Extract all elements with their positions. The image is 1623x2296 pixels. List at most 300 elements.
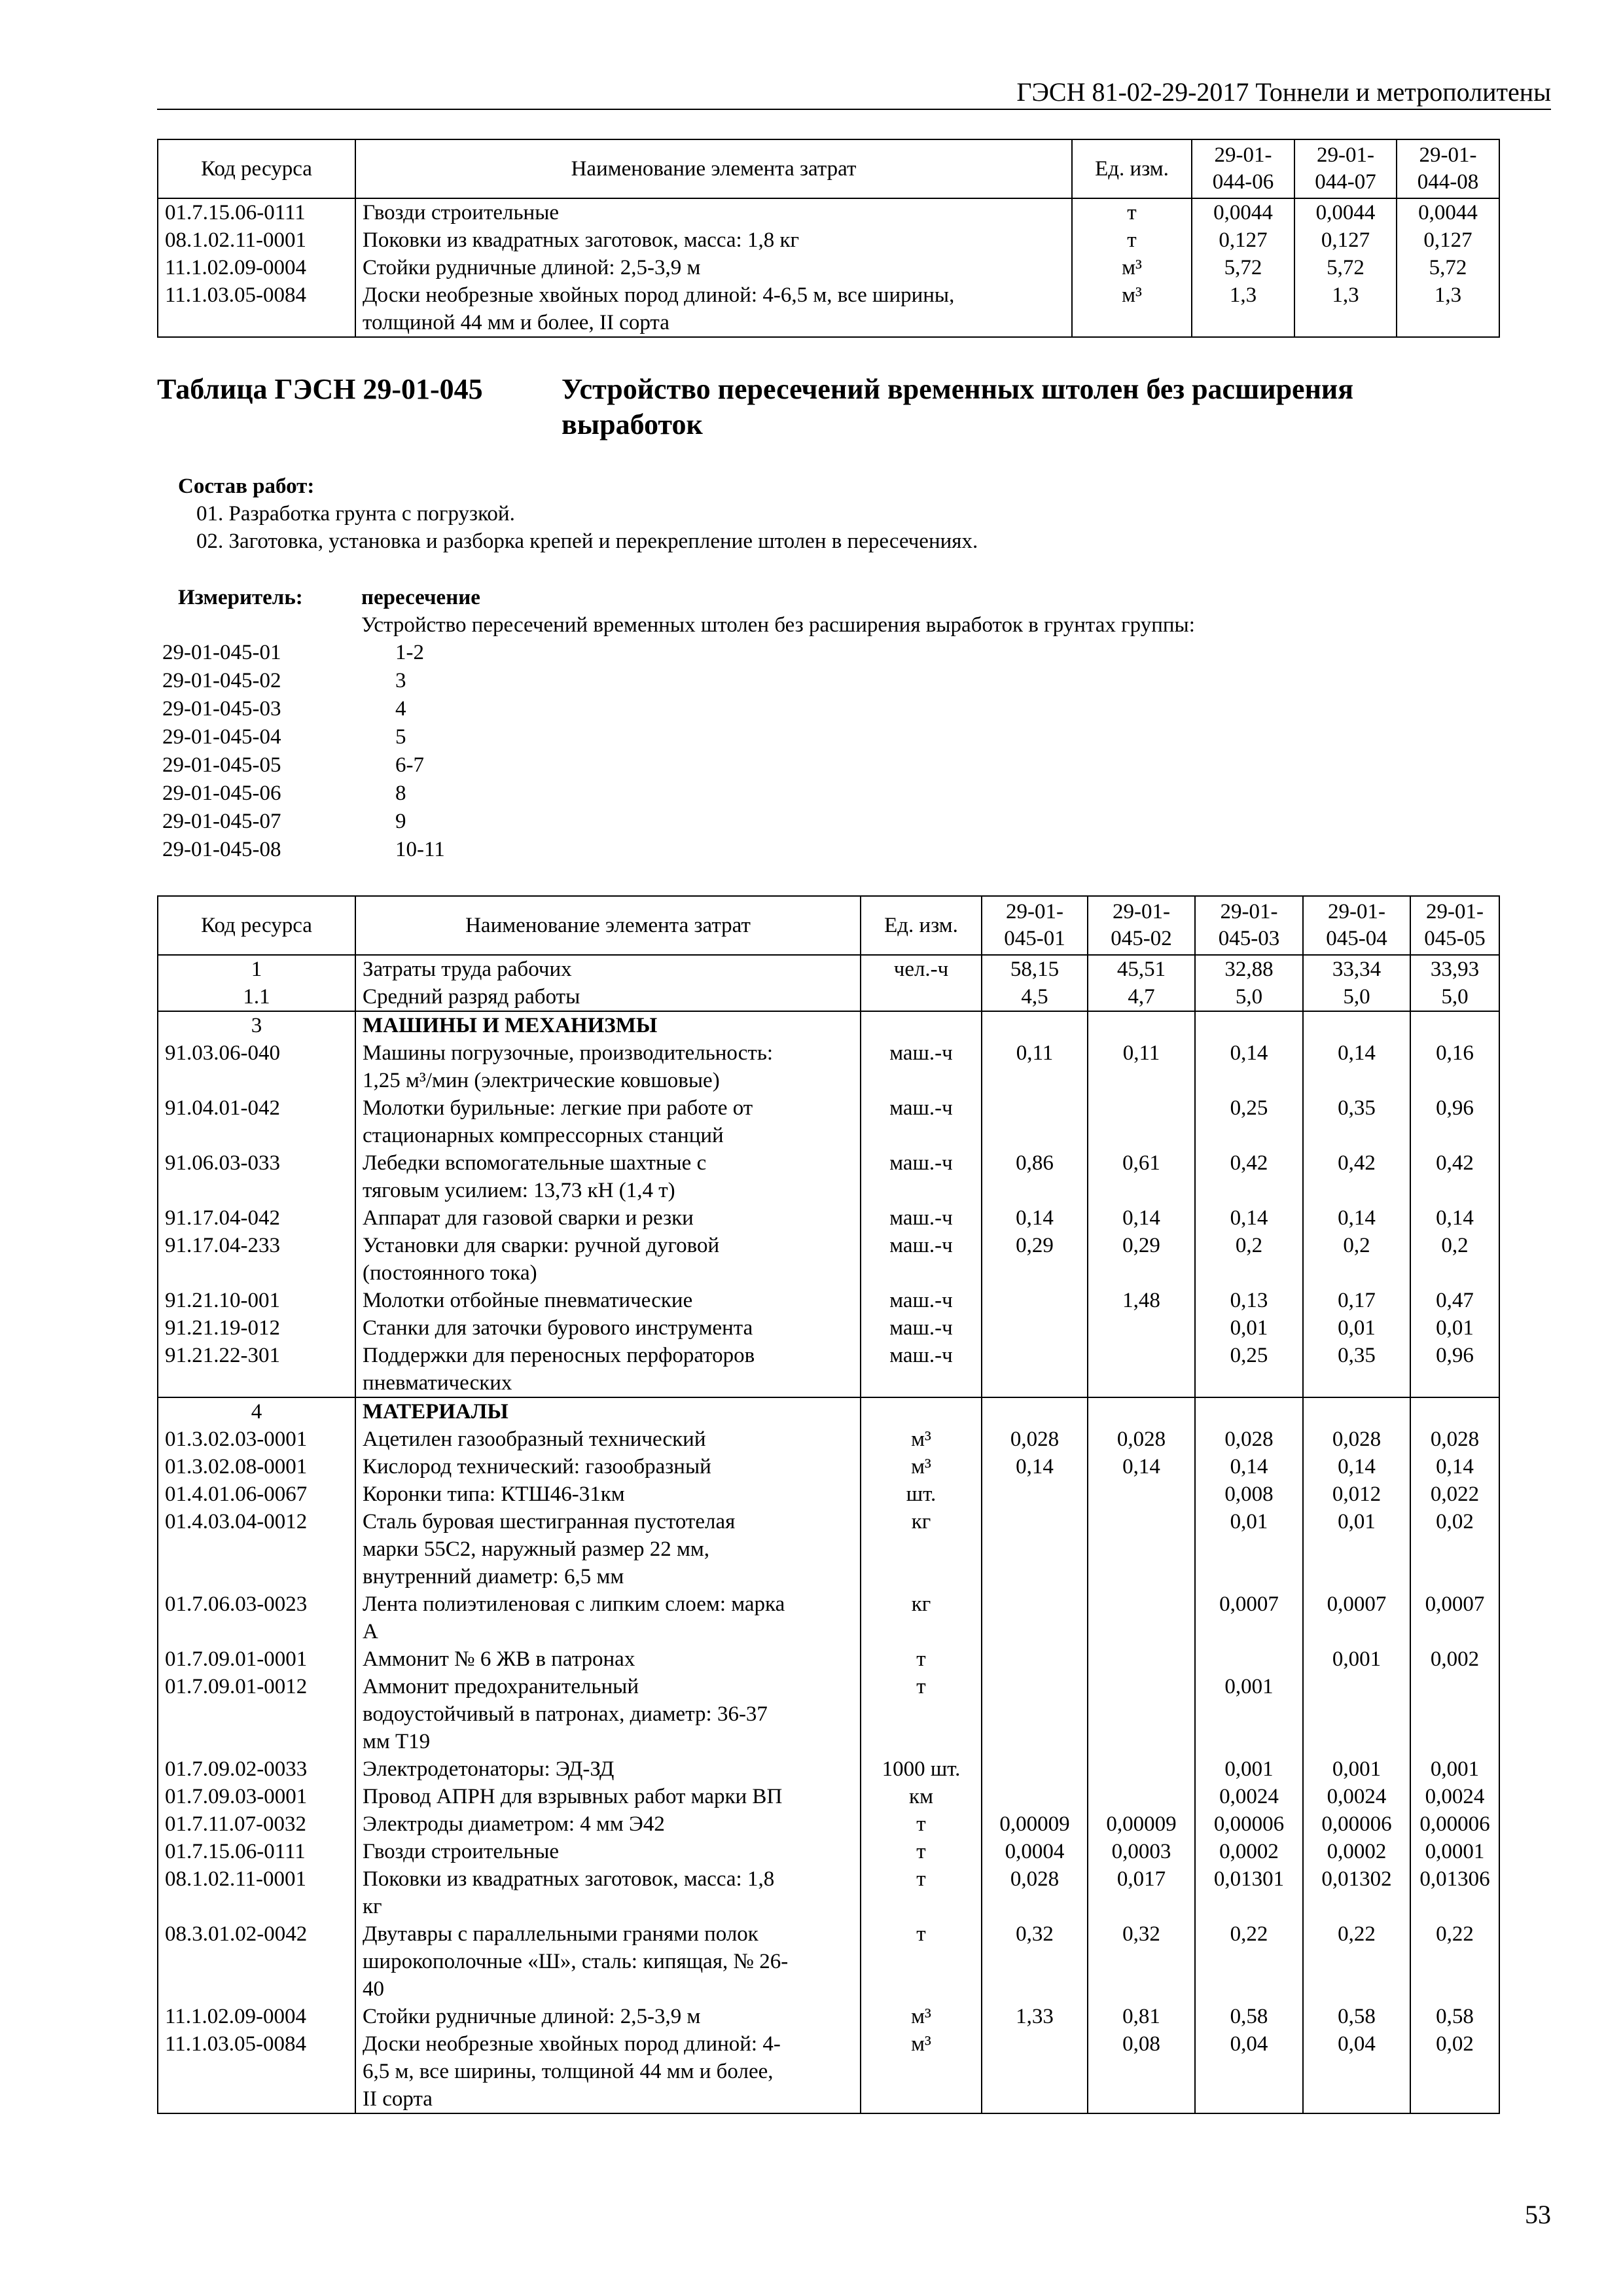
resource-name-line: МАШИНЫ И МЕХАНИЗМЫ: [363, 1014, 658, 1037]
meter-item-group: 3: [395, 669, 406, 692]
resource-name: [355, 1480, 861, 1508]
table-row: [158, 1426, 1499, 1453]
unit: кг: [861, 1590, 982, 1645]
resource-name-line: широкополочные «Ш», сталь: кипящая, № 26-: [363, 1950, 789, 1973]
table-row: [158, 1453, 1499, 1480]
norm-value: [982, 1094, 1088, 1149]
resource-name: [355, 1783, 861, 1810]
norm-value: 0,14: [1410, 1204, 1499, 1232]
resource-name-line: Электродетонаторы: ЭД-ЗД: [363, 1757, 615, 1781]
resource-name-line: Установки для сварки: ручной дуговой: [363, 1234, 720, 1257]
norm-value: 0,96: [1410, 1342, 1499, 1397]
norm-value: 0,22: [1195, 1920, 1303, 2003]
resource-code: 01.7.09.03-0001: [158, 1783, 355, 1810]
resource-name: [355, 2003, 861, 2030]
norm-value: 0,04: [1195, 2030, 1303, 2113]
norm-value: 0,0004: [982, 1838, 1088, 1865]
norm-value: 0,028: [1195, 1426, 1303, 1453]
table-row: [158, 254, 1499, 281]
norm-value: [1088, 1480, 1195, 1508]
norm-value: 0,022: [1410, 1480, 1499, 1508]
table-row: [158, 1314, 1499, 1342]
norm-value: 0,001: [1195, 1673, 1303, 1755]
resource-name: [355, 226, 1072, 254]
norm-value: 0,0002: [1303, 1838, 1410, 1865]
resource-name-line: 1,25 м³/мин (электрические ковшовые): [363, 1069, 720, 1092]
unit: т: [861, 1645, 982, 1673]
resource-name-line: Лента полиэтиленовая с липким слоем: марка: [363, 1592, 785, 1616]
column-header-norm-line: 045-05: [1424, 927, 1486, 950]
unit: т: [861, 1673, 982, 1755]
resource-code: 91.21.10-001: [158, 1287, 355, 1314]
column-header-norm: [1088, 896, 1195, 955]
norm-value: [1088, 1314, 1195, 1342]
resource-name-line: Машины погрузочные, производительность:: [363, 1041, 774, 1065]
unit: м³: [1072, 254, 1192, 281]
norm-value: 0,00006: [1410, 1810, 1499, 1838]
table-row: [158, 1232, 1499, 1287]
unit: м³: [1072, 281, 1192, 337]
norm-value: 0,0044: [1397, 198, 1499, 226]
norm-value: 0,0024: [1195, 1783, 1303, 1810]
unit: км: [861, 1783, 982, 1810]
resource-name: [355, 1508, 861, 1590]
norm-value: 0,00006: [1195, 1810, 1303, 1838]
unit: т: [861, 1920, 982, 2003]
resource-name-line: Средний разряд работы: [363, 985, 580, 1009]
norm-value: 0,42: [1410, 1149, 1499, 1204]
norm-value: [982, 2030, 1088, 2113]
unit: шт.: [861, 1480, 982, 1508]
column-header-norm-line: 29-01-: [1220, 900, 1278, 924]
resource-code: 01.3.02.08-0001: [158, 1453, 355, 1480]
resource-code: 4: [158, 1397, 355, 1426]
norm-value: 0,25: [1195, 1342, 1303, 1397]
resource-code: 11.1.02.09-0004: [158, 2003, 355, 2030]
unit: маш.-ч: [861, 1314, 982, 1342]
column-header-norm-line: 045-01: [1004, 927, 1065, 950]
resource-name-line: Поковки из квадратных заготовок, масса: 1,8: [363, 1867, 775, 1891]
resource-name-line: (постоянного тока): [363, 1261, 537, 1285]
column-header-code: Код ресурса: [158, 896, 355, 955]
work-composition-item: 01. Разработка грунта с погрузкой.: [196, 502, 515, 526]
resource-name: [355, 1755, 861, 1783]
table-header-row: [158, 896, 1499, 955]
resource-name: [355, 1645, 861, 1673]
resource-table-044: [157, 139, 1500, 338]
resource-code: 91.21.22-301: [158, 1342, 355, 1397]
norm-value: 0,0007: [1303, 1590, 1410, 1645]
norm-value: [982, 1287, 1088, 1314]
norm-value: 0,028: [1303, 1426, 1410, 1453]
norm-value: [1410, 1011, 1499, 1039]
header-rule: [157, 109, 1551, 110]
resource-name-line: Коронки типа: КТШ46-31км: [363, 1482, 625, 1506]
norm-value: 0,08: [1088, 2030, 1195, 2113]
resource-code: 01.4.01.06-0067: [158, 1480, 355, 1508]
column-header-code: Код ресурса: [158, 139, 355, 198]
resource-name-line: Кислород технический: газообразный: [363, 1455, 711, 1479]
norm-value: 0,02: [1410, 1508, 1499, 1590]
column-header-norm-line: 29-01-: [1317, 143, 1374, 167]
meter-value: пересечение: [361, 586, 480, 609]
norm-value: [982, 1645, 1088, 1673]
norm-value: 0,028: [1410, 1426, 1499, 1453]
resource-code: 11.1.03.05-0084: [158, 2030, 355, 2113]
norm-value: 0,028: [982, 1426, 1088, 1453]
table-row: [158, 1590, 1499, 1645]
norm-value: 0,0003: [1088, 1838, 1195, 1865]
norm-value: 5,0: [1195, 983, 1303, 1011]
norm-value: 0,0001: [1410, 1838, 1499, 1865]
resource-name-line: Двутавры с параллельными гранями полок: [363, 1922, 758, 1946]
unit: м³: [861, 2030, 982, 2113]
resource-name: [355, 2030, 861, 2113]
resource-code: 1: [158, 955, 355, 983]
norm-value: [1088, 1673, 1195, 1755]
column-header-norm: [1294, 139, 1397, 198]
resource-name-line: Молотки бурильные: легкие при работе от: [363, 1096, 753, 1120]
resource-code: 01.7.09.02-0033: [158, 1755, 355, 1783]
norm-value: 5,0: [1410, 983, 1499, 1011]
norm-value: 0,86: [982, 1149, 1088, 1204]
norm-value: 0,00009: [1088, 1810, 1195, 1838]
table-row: [158, 1673, 1499, 1755]
unit: т: [861, 1810, 982, 1838]
unit: т: [1072, 198, 1192, 226]
resource-name-line: стационарных компрессорных станций: [363, 1124, 724, 1147]
table-row: [158, 2030, 1499, 2113]
column-header-norm-line: 045-03: [1218, 927, 1280, 950]
table-title-line: выработок: [562, 408, 703, 440]
resource-name: [355, 1011, 861, 1039]
norm-value: 0,14: [1195, 1039, 1303, 1094]
unit: маш.-ч: [861, 1204, 982, 1232]
resource-name: [355, 198, 1072, 226]
column-header-norm-line: 29-01-: [1426, 900, 1484, 924]
norm-value: 5,72: [1294, 254, 1397, 281]
norm-value: 1,3: [1294, 281, 1397, 337]
norm-value: [1195, 1011, 1303, 1039]
meter-label: Измеритель:: [178, 586, 303, 609]
resource-code: 01.7.09.01-0012: [158, 1673, 355, 1755]
norm-value: 0,32: [1088, 1920, 1195, 2003]
column-header-unit: Ед. изм.: [1072, 139, 1192, 198]
norm-value: 0,008: [1195, 1480, 1303, 1508]
unit: чел.-ч: [861, 955, 982, 983]
resource-name-line: II сорта: [363, 2087, 433, 2111]
norm-value: 0,127: [1294, 226, 1397, 254]
norm-value: [982, 1480, 1088, 1508]
norm-value: 0,35: [1303, 1342, 1410, 1397]
resource-name-line: Гвозди строительные: [363, 201, 560, 224]
norm-value: 0,14: [1195, 1453, 1303, 1480]
resource-code: 3: [158, 1011, 355, 1039]
norm-value: 0,22: [1410, 1920, 1499, 2003]
resource-name-line: Стойки рудничные длиной: 2,5-3,9 м: [363, 256, 701, 279]
norm-value: 0,96: [1410, 1094, 1499, 1149]
resource-name-line: кг: [363, 1895, 382, 1918]
norm-value: 0,02: [1410, 2030, 1499, 2113]
resource-name-line: Молотки отбойные пневматические: [363, 1289, 693, 1312]
norm-value: 0,0007: [1195, 1590, 1303, 1645]
column-header-norm-line: 045-02: [1111, 927, 1172, 950]
resource-name: [355, 1204, 861, 1232]
norm-value: 0,13: [1195, 1287, 1303, 1314]
column-header-norm-line: 044-07: [1315, 170, 1376, 194]
unit: маш.-ч: [861, 1094, 982, 1149]
norm-value: 5,0: [1303, 983, 1410, 1011]
norm-value: 0,0024: [1410, 1783, 1499, 1810]
norm-value: 0,001: [1410, 1755, 1499, 1783]
norm-value: 0,14: [1303, 1453, 1410, 1480]
table-row: [158, 1149, 1499, 1204]
norm-value: 0,35: [1303, 1094, 1410, 1149]
table-row: [158, 1810, 1499, 1838]
table-row: [158, 1397, 1499, 1426]
resource-code: 01.7.15.06-0111: [158, 1838, 355, 1865]
column-header-name: Наименование элемента затрат: [355, 896, 861, 955]
norm-value: 33,34: [1303, 955, 1410, 983]
table-row: [158, 955, 1499, 983]
resource-name: [355, 1232, 861, 1287]
norm-value: [1410, 1397, 1499, 1426]
norm-value: 0,2: [1195, 1232, 1303, 1287]
table-row: [158, 1838, 1499, 1865]
page-number: 53: [1525, 2200, 1551, 2229]
norm-value: 0,16: [1410, 1039, 1499, 1094]
norm-value: 0,14: [1195, 1204, 1303, 1232]
resource-name-line: А: [363, 1620, 378, 1643]
norm-value: 0,028: [1088, 1426, 1195, 1453]
norm-value: 0,17: [1303, 1287, 1410, 1314]
norm-value: 4,5: [982, 983, 1088, 1011]
resource-name: [355, 1094, 861, 1149]
resource-code: 91.03.06-040: [158, 1039, 355, 1094]
meter-item-code: 29-01-045-07: [162, 810, 281, 833]
resource-name-line: водоустойчивый в патронах, диаметр: 36-37: [363, 1702, 768, 1726]
norm-value: [1088, 1590, 1195, 1645]
norm-value: 0,14: [1303, 1039, 1410, 1094]
table-number: Таблица ГЭСН 29-01-045: [157, 373, 483, 405]
norm-value: [1088, 1342, 1195, 1397]
norm-value: 0,58: [1410, 2003, 1499, 2030]
norm-value: [1088, 1783, 1195, 1810]
resource-name-line: Аммонит предохранительный: [363, 1675, 639, 1698]
resource-name-line: Аппарат для газовой сварки и резки: [363, 1206, 694, 1230]
resource-name-line: мм Т19: [363, 1730, 431, 1753]
column-header-unit: Ед. изм.: [861, 896, 982, 955]
meter-item-code: 29-01-045-05: [162, 753, 281, 777]
column-header-norm-line: 044-06: [1212, 170, 1274, 194]
norm-value: 5,72: [1192, 254, 1294, 281]
norm-value: [1303, 1673, 1410, 1755]
unit: т: [1072, 226, 1192, 254]
resource-name: [355, 1287, 861, 1314]
norm-value: [982, 1314, 1088, 1342]
resource-name-line: внутренний диаметр: 6,5 мм: [363, 1565, 624, 1588]
norm-value: 0,14: [982, 1204, 1088, 1232]
resource-name-line: марки 55С2, наружный размер 22 мм,: [363, 1537, 709, 1561]
meter-item-group: 4: [395, 697, 406, 721]
norm-value: 0,01302: [1303, 1865, 1410, 1920]
resource-name-line: тяговым усилием: 13,73 кН (1,4 т): [363, 1179, 675, 1202]
resource-name: [355, 1453, 861, 1480]
resource-name-line: 6,5 м, все ширины, толщиной 44 мм и более,: [363, 2060, 774, 2083]
norm-value: [982, 1508, 1088, 1590]
unit: кг: [861, 1508, 982, 1590]
norm-value: 0,32: [982, 1920, 1088, 2003]
table-title-line: Устройство пересечений временных штолен без расширения: [562, 373, 1354, 405]
resource-code: 1.1: [158, 983, 355, 1011]
resource-name-line: Сталь буровая шестигранная пустотелая: [363, 1510, 736, 1534]
resource-name-line: Лебедки вспомогательные шахтные с: [363, 1151, 707, 1175]
norm-value: 0,22: [1303, 1920, 1410, 2003]
unit: маш.-ч: [861, 1232, 982, 1287]
resource-code: 01.7.09.01-0001: [158, 1645, 355, 1673]
norm-value: 0,11: [1088, 1039, 1195, 1094]
resource-name-line: Провод АПРН для взрывных работ марки ВП: [363, 1785, 783, 1808]
norm-value: 0,14: [1088, 1453, 1195, 1480]
resource-code: 11.1.02.09-0004: [158, 254, 355, 281]
resource-code: 08.1.02.11-0001: [158, 226, 355, 254]
norm-value: 0,01306: [1410, 1865, 1499, 1920]
column-header-norm-line: 29-01-: [1419, 143, 1477, 167]
meter-item-group: 9: [395, 810, 406, 833]
unit: м³: [861, 1453, 982, 1480]
resource-name-line: Стойки рудничные длиной: 2,5-3,9 м: [363, 2005, 701, 2028]
resource-name-line: Доски необрезные хвойных пород длиной: 4-6,5 м, все ширины,: [363, 283, 955, 307]
table-row: [158, 281, 1499, 337]
norm-value: 0,01: [1195, 1508, 1303, 1590]
column-header-norm: [1397, 139, 1499, 198]
norm-value: 0,127: [1192, 226, 1294, 254]
norm-value: 0,2: [1410, 1232, 1499, 1287]
norm-value: [1088, 1397, 1195, 1426]
resource-name: [355, 1838, 861, 1865]
meter-item-code: 29-01-045-08: [162, 838, 281, 861]
norm-value: [982, 1755, 1088, 1783]
table-row: [158, 1204, 1499, 1232]
norm-value: [1088, 1508, 1195, 1590]
norm-value: 0,58: [1303, 2003, 1410, 2030]
norm-value: 0,017: [1088, 1865, 1195, 1920]
resource-name: [355, 281, 1072, 337]
norm-value: [982, 1673, 1088, 1755]
column-header-norm: [1303, 896, 1410, 955]
meter-description: Устройство пересечений временных штолен без расширения выработок в грунтах группы:: [361, 613, 1195, 637]
resource-name: [355, 1590, 861, 1645]
resource-name-line: Ацетилен газообразный технический: [363, 1427, 706, 1451]
norm-value: 0,47: [1410, 1287, 1499, 1314]
norm-value: 45,51: [1088, 955, 1195, 983]
norm-value: 0,25: [1195, 1094, 1303, 1149]
norm-value: 0,58: [1195, 2003, 1303, 2030]
norm-value: 0,0044: [1192, 198, 1294, 226]
unit: м³: [861, 1426, 982, 1453]
column-header-norm-line: 044-08: [1417, 170, 1479, 194]
norm-value: [982, 1397, 1088, 1426]
column-header-norm-line: 29-01-: [1328, 900, 1385, 924]
resource-code: 91.21.19-012: [158, 1314, 355, 1342]
table-row: [158, 1287, 1499, 1314]
meter-item-code: 29-01-045-06: [162, 781, 281, 805]
table-row: [158, 983, 1499, 1011]
table-row: [158, 1039, 1499, 1094]
resource-code: 91.06.03-033: [158, 1149, 355, 1204]
resource-name-line: Станки для заточки бурового инструмента: [363, 1316, 753, 1340]
table-title: [562, 372, 1543, 442]
norm-value: 1,3: [1397, 281, 1499, 337]
norm-value: 0,14: [982, 1453, 1088, 1480]
norm-value: 0,42: [1195, 1149, 1303, 1204]
resource-code: 91.17.04-233: [158, 1232, 355, 1287]
norm-value: 5,72: [1397, 254, 1499, 281]
resource-name-line: Гвозди строительные: [363, 1840, 560, 1863]
meter-item-group: 6-7: [395, 753, 424, 777]
norm-value: [982, 1342, 1088, 1397]
unit: маш.-ч: [861, 1149, 982, 1204]
norm-value: 4,7: [1088, 983, 1195, 1011]
column-header-norm: [1410, 896, 1499, 955]
norm-value: 0,01: [1410, 1314, 1499, 1342]
column-header-name: Наименование элемента затрат: [355, 139, 1072, 198]
norm-value: 0,11: [982, 1039, 1088, 1094]
table-row: [158, 1342, 1499, 1397]
norm-value: 0,01301: [1195, 1865, 1303, 1920]
norm-value: 0,002: [1410, 1645, 1499, 1673]
norm-value: 0,81: [1088, 2003, 1195, 2030]
resource-name: [355, 1397, 861, 1426]
meter-item-code: 29-01-045-02: [162, 669, 281, 692]
norm-value: 0,00006: [1303, 1810, 1410, 1838]
table-row: [158, 1480, 1499, 1508]
table-header-row: [158, 139, 1499, 198]
norm-value: [1088, 1011, 1195, 1039]
column-header-norm-line: 29-01-: [1006, 900, 1063, 924]
norm-value: 0,127: [1397, 226, 1499, 254]
unit: [861, 983, 982, 1011]
norm-value: [1088, 1094, 1195, 1149]
norm-value: [1303, 1011, 1410, 1039]
column-header-norm: [1195, 896, 1303, 955]
norm-value: 0,0002: [1195, 1838, 1303, 1865]
norm-value: [1088, 1645, 1195, 1673]
table-row: [158, 1920, 1499, 2003]
work-composition-label: Состав работ:: [178, 475, 315, 498]
table-row: [158, 1508, 1499, 1590]
resource-code: 01.7.06.03-0023: [158, 1590, 355, 1645]
resource-name: [355, 1865, 861, 1920]
norm-value: 0,001: [1303, 1755, 1410, 1783]
column-header-norm-line: 29-01-: [1214, 143, 1272, 167]
norm-value: 0,028: [982, 1865, 1088, 1920]
norm-value: 0,14: [1303, 1204, 1410, 1232]
resource-name-line: МАТЕРИАЛЫ: [363, 1400, 508, 1424]
unit: маш.-ч: [861, 1342, 982, 1397]
unit: [861, 1011, 982, 1039]
norm-value: [1195, 1645, 1303, 1673]
norm-value: 0,01: [1303, 1508, 1410, 1590]
resource-name-line: Аммонит № 6 ЖВ в патронах: [363, 1647, 635, 1671]
resource-code: 08.1.02.11-0001: [158, 1865, 355, 1920]
norm-value: 0,012: [1303, 1480, 1410, 1508]
unit: маш.-ч: [861, 1039, 982, 1094]
column-header-norm-line: 045-04: [1326, 927, 1387, 950]
table-row: [158, 1783, 1499, 1810]
norm-value: 0,29: [982, 1232, 1088, 1287]
resource-name: [355, 1342, 861, 1397]
